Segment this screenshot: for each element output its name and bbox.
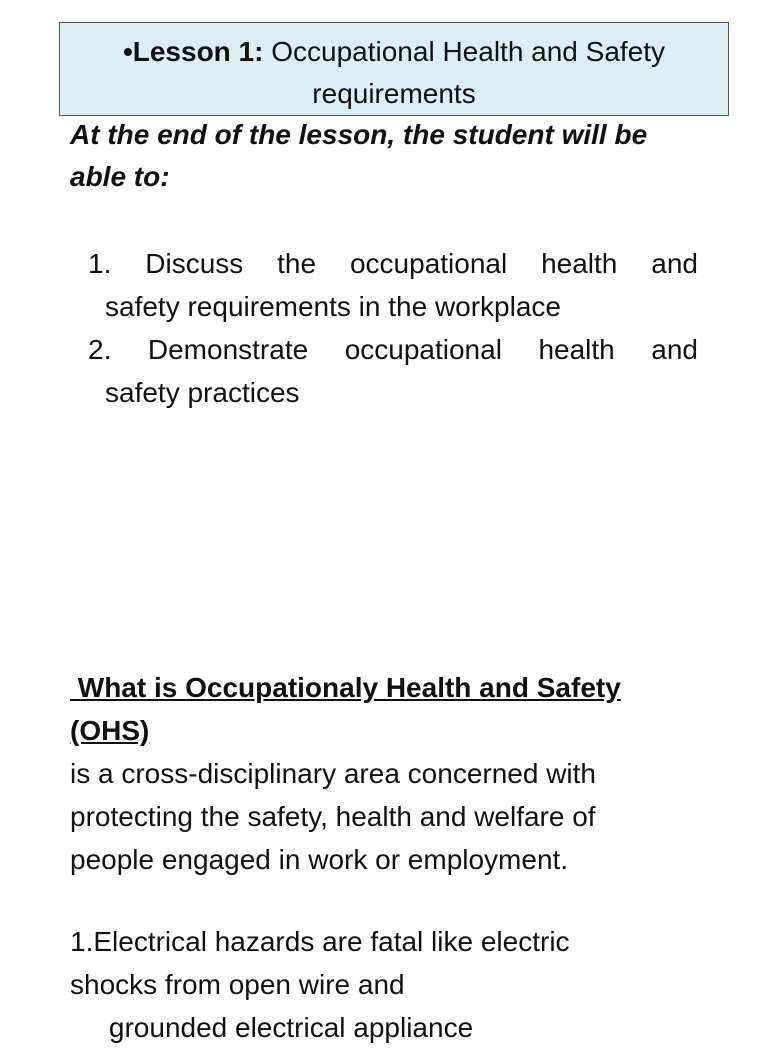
ohs-definition: [70, 752, 720, 881]
hazard-line-2: shocks from open wire and: [70, 969, 405, 1000]
ohs-definition-line-1: is a cross-disciplinary area concerned with: [70, 758, 596, 789]
objectives-list: [88, 242, 698, 414]
objective-item: [88, 242, 698, 328]
lesson-label: Lesson 1:: [132, 36, 264, 67]
objectives-heading: [70, 114, 710, 198]
objective-item-line-2: safety requirements in the workplace: [105, 291, 561, 322]
ohs-heading-line-1: What is Occupationaly Health and Safety: [70, 672, 621, 703]
objective-item-line-2: safety practices: [105, 377, 300, 408]
ohs-definition-line-3: people engaged in work or employment.: [70, 844, 569, 875]
lesson-title-line-1: [60, 31, 728, 73]
bullet-icon: •: [122, 36, 133, 67]
objective-item: [88, 328, 698, 414]
lesson-title-text: Occupational Health and Safety: [271, 36, 666, 67]
objectives-heading-line-2: able to:: [70, 161, 170, 192]
ohs-section-heading: [70, 666, 710, 752]
ohs-heading-line-2: (OHS): [70, 715, 150, 746]
lesson-title-box: [59, 22, 729, 116]
hazard-line-3: grounded electrical appliance: [70, 1012, 474, 1043]
lesson-title-line-2: requirements: [312, 78, 476, 109]
ohs-definition-line-2: protecting the safety, health and welfare of: [70, 801, 596, 832]
objectives-heading-line-1: At the end of the lesson, the student will be: [70, 119, 648, 150]
hazard-item: [70, 920, 720, 1049]
hazard-line-1: 1.Electrical hazards are fatal like electric: [70, 926, 570, 957]
objective-item-line-1: 1. Discuss the occupational health and: [88, 248, 698, 279]
objective-item-line-1: 2. Demonstrate occupational health and: [88, 334, 698, 365]
